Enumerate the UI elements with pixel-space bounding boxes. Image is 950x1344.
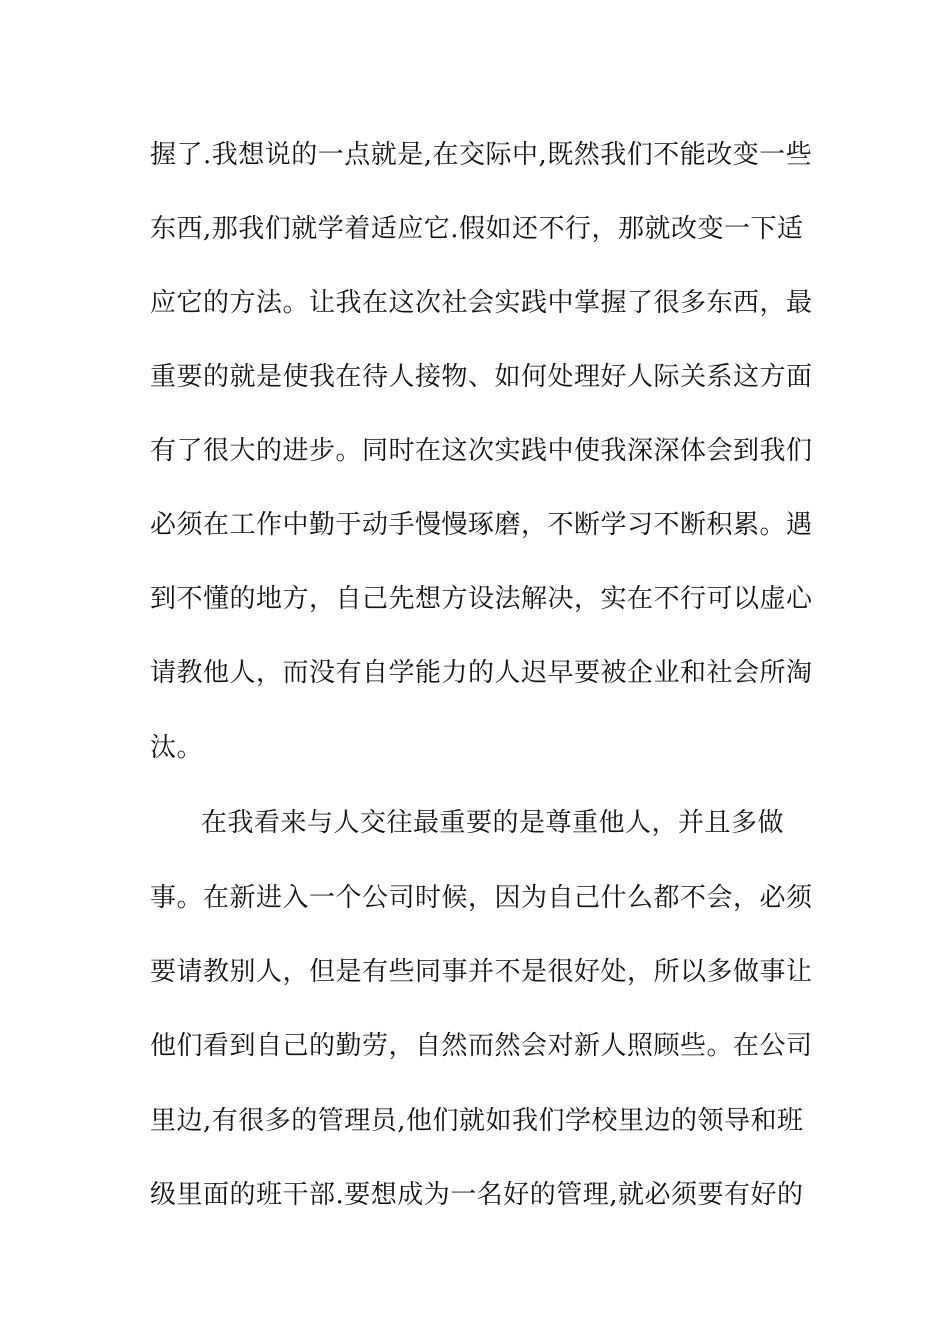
paragraph-1-line-7: 到不懂的地方，自己先想方设法解决，实在不行可以虚心: [150, 584, 813, 614]
paragraph-1-line-2: 东西,那我们就学着适应它.假如还不行，那就改变一下适: [150, 214, 804, 244]
paragraph-1-line-8: 请教他人，而没有自学能力的人迟早要被企业和社会所淘: [150, 658, 813, 688]
paragraph-1-line-9: 汰。: [150, 733, 204, 763]
paragraph-2-line-5: 里边,有很多的管理员,他们就如我们学校里边的领导和班: [150, 1106, 804, 1136]
paragraph-1-line-4: 重要的就是使我在待人接物、如何处理好人际关系这方面: [150, 362, 813, 392]
paragraph-1-line-5: 有了很大的进步。同时在这次实践中使我深深体会到我们: [150, 436, 813, 466]
paragraph-2-line-3: 要请教别人，但是有些同事并不是很好处，所以多做事让: [150, 957, 813, 987]
paragraph-2-line-6: 级里面的班干部.要想成为一名好的管理,就必须要有好的: [150, 1180, 804, 1210]
paragraph-1-line-1: 握了.我想说的一点就是,在交际中,既然我们不能改变一些: [150, 140, 813, 170]
paragraph-2-line-1: 在我看来与人交往最重要的是尊重他人，并且多做: [201, 808, 785, 838]
paragraph-2-line-4: 他们看到自己的勤劳，自然而然会对新人照顾些。在公司: [150, 1031, 813, 1061]
paragraph-1-line-3: 应它的方法。让我在这次社会实践中掌握了很多东西，最: [150, 288, 813, 318]
paragraph-2-line-2: 事。在新进入一个公司时候，因为自己什么都不会，必须: [150, 883, 813, 913]
paragraph-1-line-6: 必须在工作中勤于动手慢慢琢磨，不断学习不断积累。遇: [150, 510, 813, 540]
